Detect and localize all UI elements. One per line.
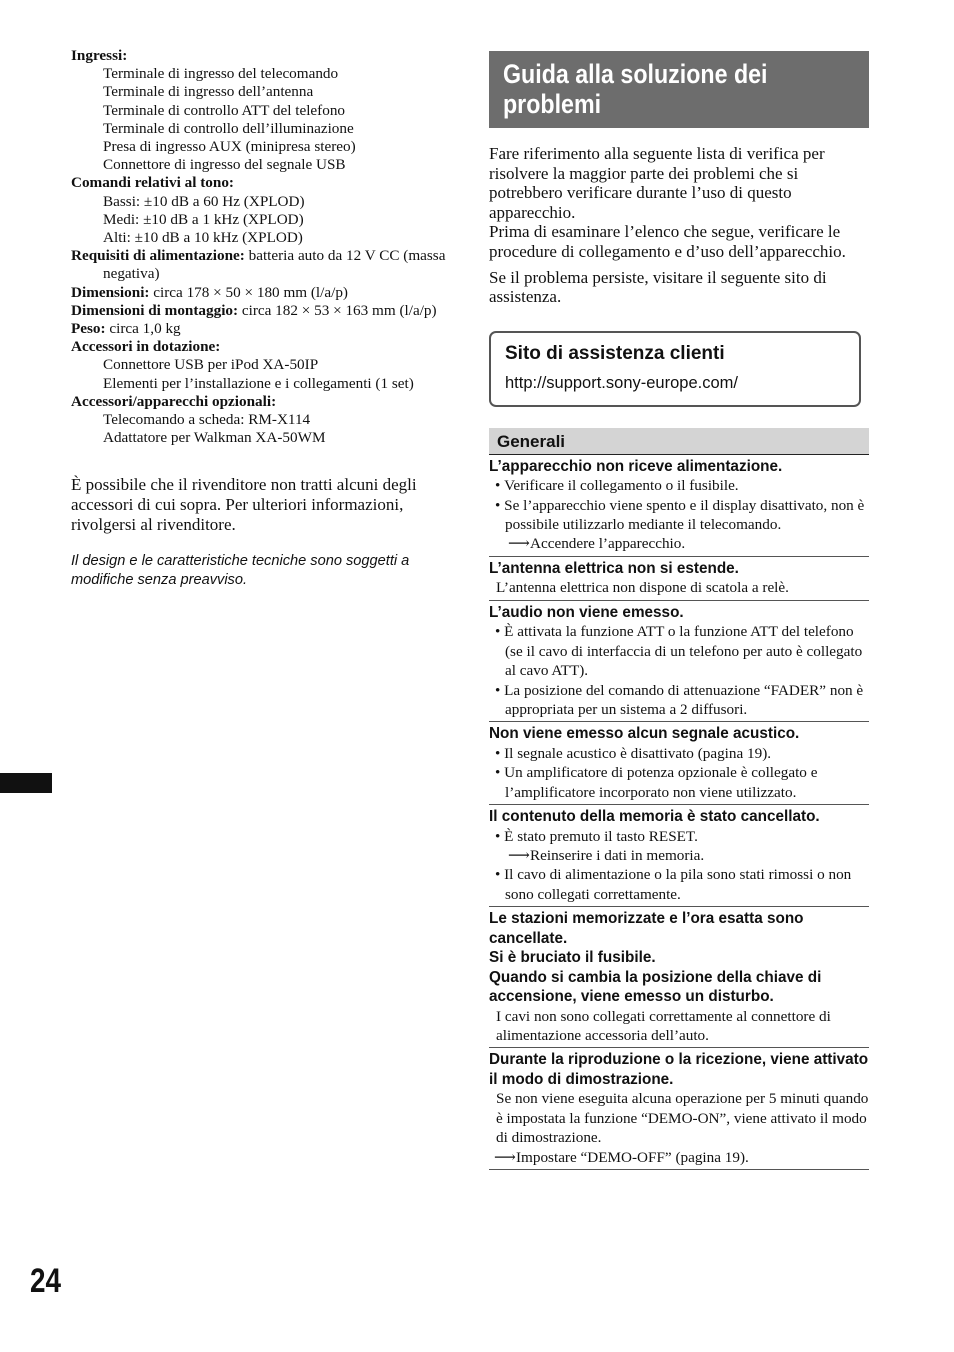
spec-label: Dimensioni di montaggio:	[71, 301, 239, 319]
spec-value: circa 178 × 50 × 180 mm (l/a/p)	[149, 283, 348, 301]
intro-paragraph: Fare riferimento alla seguente lista di verifica per risolvere la maggior parte dei problemi che si potrebbero verificare durante l’uso di questo apparecchio.	[489, 144, 825, 222]
design-disclaimer: Il design e le caratteristiche tecniche sono soggetti a modifiche senza preavviso.	[71, 553, 410, 588]
spec-item: Terminale di ingresso dell’antenna	[103, 83, 314, 101]
problem-heading: Il contenuto della memoria è stato cancellato.	[489, 808, 820, 826]
solution-action: ⟶Impostare “DEMO-OFF” (pagina 19).	[494, 1148, 749, 1166]
spec-mounting	[71, 302, 461, 320]
spec-heading: Accessori in dotazione:	[71, 338, 221, 356]
spec-item: Elementi per l’installazione e i collegamenti (1 set)	[103, 374, 414, 392]
problem-item	[489, 722, 869, 805]
spec-item: Terminale di ingresso del telecomando	[103, 65, 339, 83]
problem-heading: Le stazioni memorizzate e l’ora esatta sono cancellate.	[489, 910, 804, 947]
problem-heading: L’apparecchio non riceve alimentazione.	[489, 457, 783, 475]
spec-group-optional	[71, 393, 461, 448]
spec-label: Dimensioni:	[71, 283, 150, 301]
spec-heading: Comandi relativi al tono:	[71, 174, 234, 192]
problem-item	[489, 907, 869, 1048]
solution-action: ⟶Accendere l’apparecchio.	[508, 535, 686, 553]
spec-item: Bassi: ±10 dB a 60 Hz (XPLOD)	[103, 192, 305, 210]
solution-bullet: • Se l’apparecchio viene spento e il display disattivato, non è possibile utilizzarlo mediante il telecomando.	[495, 496, 865, 534]
page-title: Guida alla soluzione dei problemi	[503, 59, 768, 119]
support-title: Sito di assistenza clienti	[505, 342, 725, 364]
title-banner	[489, 51, 869, 128]
solution-bullet: • Il cavo di alimentazione o la pila sono stati rimossi o non sono collegati correttamente.	[495, 866, 852, 903]
problem-item	[489, 557, 869, 601]
spec-value: circa 182 × 53 × 163 mm (l/a/p)	[238, 301, 437, 319]
solution-bullet: • È stato premuto il tasto RESET.	[495, 827, 698, 845]
problem-item	[489, 1048, 869, 1170]
solution-bullet: • La posizione del comando di attenuazione “FADER” non è appropriata per un sistema a 2 diffusori.	[495, 681, 864, 718]
troubleshooting-column	[489, 51, 869, 1170]
solution-text: Se non viene eseguita alcuna operazione per 5 minuti quando è impostata la funzione “DEMO-ON”, viene attivato il modo di dimostrazione.	[496, 1090, 869, 1147]
spec-power	[71, 247, 461, 283]
arrow-right-icon: ⟶	[508, 535, 530, 553]
problem-item	[489, 601, 869, 723]
spec-group-supplied	[71, 338, 461, 393]
solution-action: ⟶Reinserire i dati in memoria.	[508, 846, 705, 864]
page-number: 24	[30, 1262, 62, 1300]
spec-item: Connettore USB per iPod XA-50IP	[103, 356, 319, 374]
problem-heading: Quando si cambia la posizione della chiave di accensione, viene emesso un disturbo.	[489, 968, 822, 1006]
spec-item: Alti: ±10 dB a 10 kHz (XPLOD)	[103, 229, 303, 247]
solution-bullet: • Un amplificatore di potenza opzionale è collegato e l’amplificatore incorporato non viene utilizzato.	[495, 764, 818, 801]
arrow-right-icon: ⟶	[494, 1148, 516, 1166]
spec-weight	[71, 320, 461, 338]
spec-group-tone	[71, 174, 461, 247]
spec-item: Telecomando a scheda: RM-X114	[103, 411, 311, 429]
spec-item: Presa di ingresso AUX (minipresa stereo)	[103, 138, 356, 156]
spec-item: Terminale di controllo ATT del telefono	[103, 101, 346, 119]
problem-heading: Si è bruciato il fusibile.	[489, 949, 656, 967]
spec-label: Requisiti di alimentazione:	[71, 247, 245, 265]
problem-item	[489, 805, 869, 907]
solution-bullet: • Verificare il collegamento o il fusibile.	[495, 477, 739, 495]
intro-paragraph: Se il problema persiste, visitare il seguente sito di assistenza.	[489, 267, 827, 307]
spec-item: Adattatore per Walkman XA-50WM	[103, 429, 326, 447]
intro-paragraph: Prima di esaminare l’elenco che segue, verificare le procedure di collegamento e d’uso dell’apparecchio.	[489, 222, 846, 261]
spec-value: batteria auto da 12 V CC (massa negativa)	[103, 247, 446, 283]
spec-heading: Ingressi:	[71, 47, 128, 64]
support-url-link[interactable]: http://support.sony-europe.com/	[505, 373, 738, 392]
specifications-column	[71, 47, 461, 589]
problem-heading: L’audio non viene emesso.	[489, 603, 684, 621]
spec-label: Peso:	[71, 320, 106, 338]
spec-value: circa 1,0 kg	[105, 320, 181, 338]
solution-bullet: • Il segnale acustico è disattivato (pagina 19).	[495, 744, 772, 762]
spec-item: Terminale di controllo dell’illuminazione	[103, 119, 354, 137]
solution-bullet: • È attivata la funzione ATT o la funzione ATT del telefono (se il cavo di interfaccia di un telefono per auto è collegato al cavo ATT).	[495, 623, 863, 680]
intro-text	[489, 144, 869, 307]
solution-text: I cavi non sono collegati correttamente al connettore di alimentazione accessoria dell’auto.	[496, 1007, 831, 1045]
spec-group-inputs	[71, 47, 461, 174]
spec-item: Connettore di ingresso del segnale USB	[103, 156, 346, 174]
section-heading-generali: Generali	[489, 428, 869, 455]
section-tab-marker	[0, 773, 52, 793]
retailer-note: È possibile che il rivenditore non tratti alcuni degli accessori di cui sopra. Per ulteriori informazioni, rivolgersi al rivenditore.	[71, 475, 417, 534]
arrow-right-icon: ⟶	[508, 846, 530, 864]
spec-item: Medi: ±10 dB a 1 kHz (XPLOD)	[103, 210, 304, 228]
problem-heading: Durante la riproduzione o la ricezione, viene attivato il modo di dimostrazione.	[489, 1051, 869, 1088]
spec-heading: Accessori/apparecchi opzionali:	[71, 392, 277, 410]
problem-heading: L’antenna elettrica non si estende.	[489, 559, 739, 577]
problem-heading: Non viene emesso alcun segnale acustico.	[489, 725, 800, 743]
spec-dimensions	[71, 284, 461, 302]
support-site-box	[489, 331, 861, 407]
solution-text: L’antenna elettrica non dispone di scatola a relè.	[496, 579, 789, 597]
problem-item	[489, 455, 869, 557]
